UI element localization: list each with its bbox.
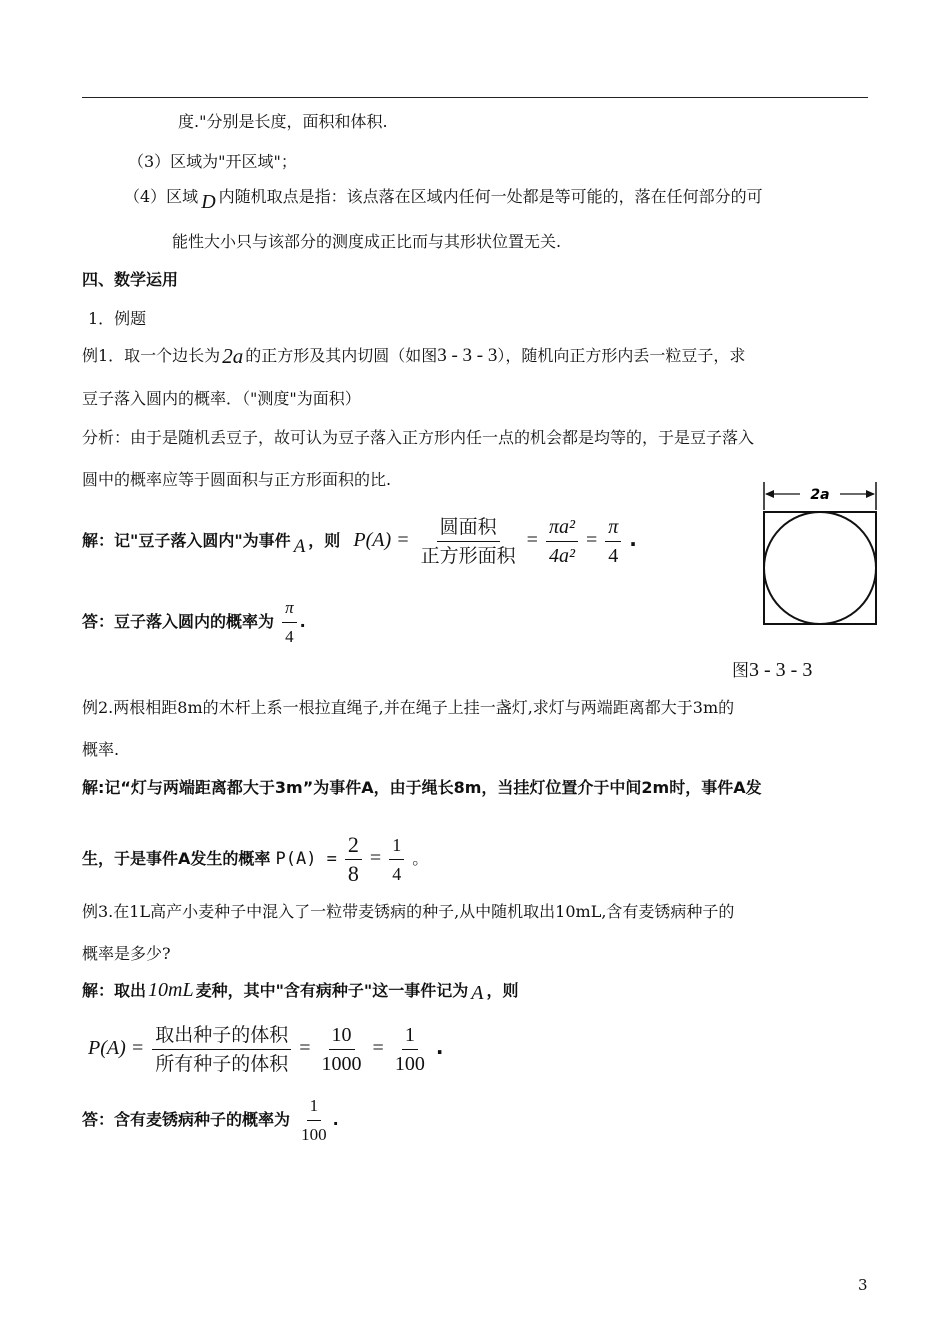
text-line: （3）区域为"开区域"；	[128, 152, 297, 171]
solution-1: 解：记"豆子落入圆内"为事件 A ，则 P(A) = $\frac{\text{圆面积}}{\text{正方形面积}}$ = $\frac{\text{πa²}}{\text{4a²}}$ = $\frac{\pi}{4}$ .	[82, 515, 637, 567]
page-number: 3	[858, 1276, 868, 1294]
header-rule	[82, 97, 868, 98]
section-heading: 四、数学运用	[82, 270, 179, 289]
analysis: 分析：由于是随机丢豆子，故可认为豆子落入正方形内任一点的机会都是均等的，于是豆子落入	[82, 428, 755, 447]
figure-label: 2a	[810, 487, 830, 503]
text-line: （4）区域 D 内随机取点是指：该点落在区域内任何一处都是等可能的，落在任何部分的可	[124, 187, 763, 213]
example-2: 例2.两根相距8m的木杆上系一根拉直绳子,并在绳子上挂一盏灯,求灯与两端距离都大于3m的	[82, 698, 735, 717]
solution-2-cont: 生，于是事件A发生的概率 P(A) = $\frac{2}{8}$ = $\frac{1}{4}$ 。	[82, 831, 429, 886]
text-line: 概率是多少?	[82, 944, 171, 963]
analysis: 圆中的概率应等于圆面积与正方形面积的比.	[82, 470, 392, 489]
solution-3: 解：取出 10mL 麦种，其中"含有病种子"这一事件记为 A ，则	[82, 979, 519, 1004]
figure-caption: 图3 - 3 - 3	[732, 659, 813, 681]
formula: P(A) = $\frac{\text{圆面积}}{\text{正方形面积}}$ = $\frac{\text{πa²}}{\text{4a²}}$ = $\frac{\pi}{4}$ .	[353, 515, 637, 567]
text-line: 概率.	[82, 740, 120, 759]
square-circle-figure	[758, 482, 888, 632]
answer-1: 答：豆子落入圆内的概率为 $\frac{\pi}{4}$ .	[82, 598, 306, 646]
text-line: 能性大小只与该部分的测度成正比而与其形状位置无关.	[172, 232, 562, 251]
subheading: 1．例题	[88, 309, 147, 328]
text-line: 豆子落入圆内的概率．（"测度"为面积）	[82, 389, 361, 408]
formula: P(A) = $\frac{\text{取出种子的体积}}{\text{所有种子的体积}}$ = $\frac{10}{1000}$ = $\frac{1}{100}$ .	[88, 1023, 444, 1075]
formula: P(A) = $\frac{2}{8}$ = $\frac{1}{4}$	[275, 847, 412, 869]
text-line: 度."分别是长度，面积和体积.	[178, 112, 388, 131]
solution-2: 解:记“灯与两端距离都大于3m”为事件A，由于绳长8m，当挂灯位置介于中间2m时，事件A发	[82, 778, 762, 797]
answer-3: 答：含有麦锈病种子的概率为 $\frac{1}{100}$ .	[82, 1096, 339, 1144]
example-1: 例1．取一个边长为2a 的正方形及其内切圆（如图3 - 3 - 3），随机向正方形内丢一粒豆子，求	[82, 344, 746, 368]
example-3: 例3.在1L高产小麦种子中混入了一粒带麦锈病的种子,从中随机取出10mL,含有麦锈病种子的	[82, 902, 735, 921]
